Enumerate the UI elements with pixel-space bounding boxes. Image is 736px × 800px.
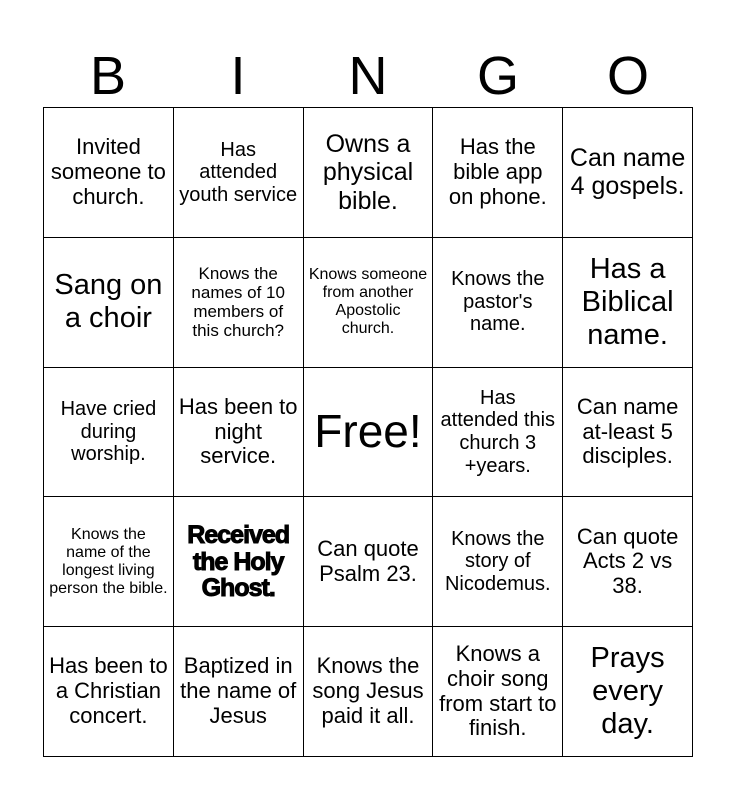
- header-letter-i: I: [230, 46, 246, 106]
- bingo-cell[interactable]: [44, 368, 174, 498]
- bingo-cell[interactable]: [174, 627, 304, 757]
- bingo-cell[interactable]: [44, 497, 174, 627]
- cell-text: Has been to a Christian concert.: [49, 653, 168, 729]
- bingo-cell[interactable]: [433, 497, 563, 627]
- header-letter-o: O: [606, 46, 649, 106]
- cell-text: Owns a physical bible.: [322, 130, 414, 215]
- cell-text: Baptized in the name of Jesus: [180, 653, 297, 729]
- bingo-cell[interactable]: [44, 108, 174, 238]
- cell-text: Invited someone to church.: [50, 134, 166, 209]
- cell-text: Prays every day.: [590, 642, 665, 740]
- bingo-cell[interactable]: [433, 627, 563, 757]
- cell-text: Can name 4 gospels.: [569, 144, 686, 201]
- cell-text: Knows someone from another Apostolic church.: [308, 266, 428, 338]
- bingo-cell[interactable]: [44, 627, 174, 757]
- cell-text: Has attended this church 3 +years.: [440, 386, 556, 477]
- header-letter-b: B: [89, 46, 127, 106]
- bingo-cell[interactable]: [563, 108, 693, 238]
- bingo-cell[interactable]: [304, 108, 434, 238]
- bingo-cell[interactable]: [433, 368, 563, 498]
- bingo-cell[interactable]: [433, 108, 563, 238]
- cell-text: Knows the song Jesus paid it all.: [312, 653, 424, 729]
- cell-text: Knows the names of 10 members of this church?: [191, 263, 285, 341]
- cell-text: Can quote Acts 2 vs 38.: [576, 523, 679, 599]
- cell-text-bold: Received the Holy Ghost.: [187, 521, 290, 602]
- bingo-cell[interactable]: [563, 497, 693, 627]
- header-letter-n: N: [348, 46, 388, 106]
- bingo-header: [43, 44, 693, 108]
- cell-text: Knows the pastor's name.: [451, 268, 545, 336]
- bingo-grid: [43, 107, 693, 757]
- bingo-cell[interactable]: [174, 497, 304, 627]
- cell-text: Has the bible app on phone.: [448, 134, 547, 209]
- cell-text: Knows a choir song from start to finish.: [439, 640, 557, 741]
- bingo-cell[interactable]: [174, 108, 304, 238]
- bingo-cell[interactable]: [433, 238, 563, 368]
- cell-text: Has been to night service.: [178, 393, 298, 469]
- cell-text: Sang on a choir: [54, 269, 163, 335]
- bingo-cell[interactable]: [44, 238, 174, 368]
- bingo-cell[interactable]: [563, 368, 693, 498]
- bingo-cell[interactable]: [304, 497, 434, 627]
- free-space[interactable]: [304, 368, 434, 498]
- cell-text: Knows the story of Nicodemus.: [444, 527, 551, 596]
- header-letter-g: G: [476, 46, 519, 106]
- cell-text: Have cried during worship.: [60, 398, 157, 466]
- bingo-cell[interactable]: [563, 627, 693, 757]
- cell-text: Has attended youth service: [179, 138, 298, 206]
- cell-text: Can name at-least 5 disciples.: [576, 393, 679, 469]
- bingo-cell[interactable]: [174, 238, 304, 368]
- cell-text: Knows the name of the longest living person the bible.: [49, 525, 168, 597]
- bingo-cell[interactable]: [304, 238, 434, 368]
- bingo-cell[interactable]: [563, 238, 693, 368]
- cell-text: Can quote Psalm 23.: [317, 535, 419, 586]
- free-space-text: Free!: [314, 405, 422, 457]
- bingo-cell[interactable]: [304, 627, 434, 757]
- bingo-cell[interactable]: [174, 368, 304, 498]
- cell-text: Has a Biblical name.: [581, 253, 674, 351]
